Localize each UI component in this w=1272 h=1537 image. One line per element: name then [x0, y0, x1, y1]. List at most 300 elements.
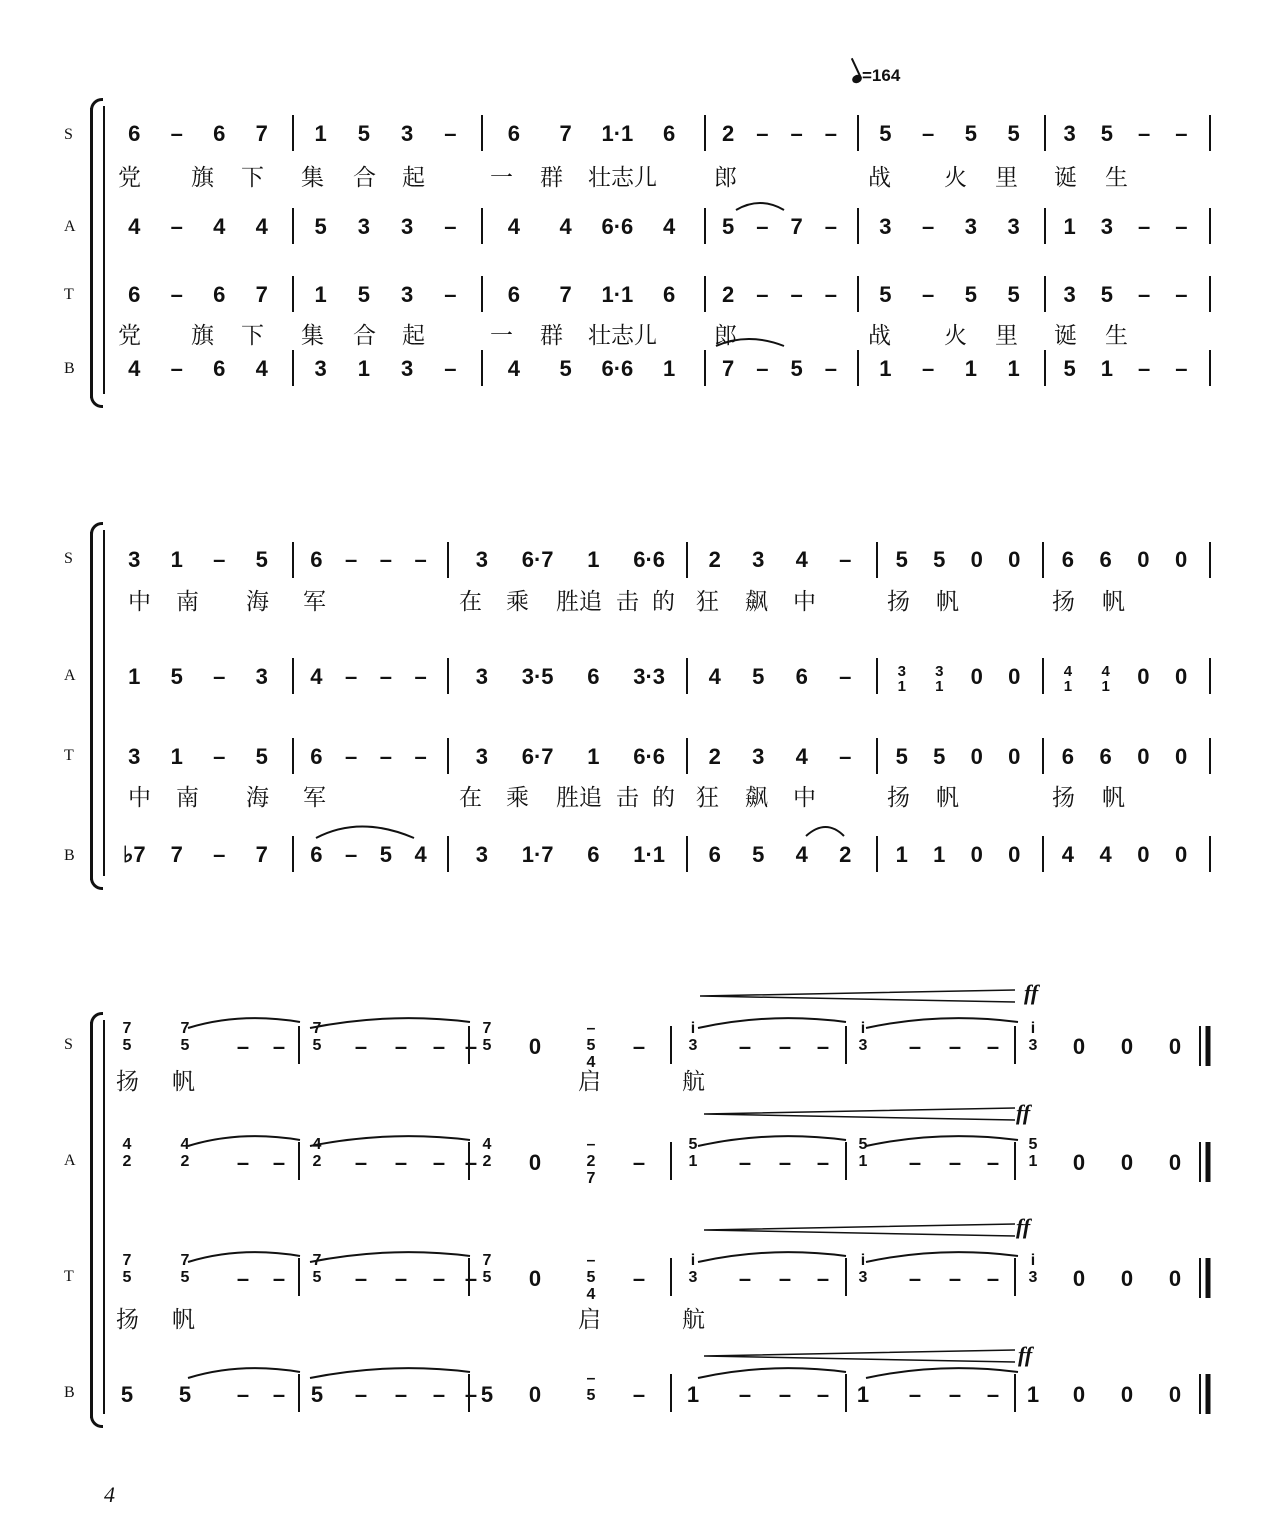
note-s: 1	[314, 121, 327, 146]
note-t: 6·6	[633, 744, 666, 769]
note-b: 3	[314, 356, 327, 381]
note-a: 4	[708, 664, 721, 689]
note-a: –	[1175, 214, 1188, 239]
note-b: –	[632, 1382, 646, 1407]
note-b: –	[464, 1382, 478, 1407]
note-b: 5	[790, 356, 803, 381]
note-a: 0	[1168, 1150, 1182, 1175]
note-b: ♭7	[122, 842, 146, 867]
note-t: 6	[507, 282, 520, 307]
note-b: –	[236, 1382, 250, 1407]
note-s: –	[824, 121, 837, 146]
note-t: 7 5	[312, 1252, 322, 1286]
note-a: –	[986, 1150, 1000, 1175]
note-a: 3	[475, 664, 488, 689]
note-t: i 3	[1028, 1252, 1038, 1286]
lyric: 帆	[172, 1069, 195, 1095]
note-t: 0	[1120, 1266, 1134, 1291]
note-a: 5	[752, 664, 765, 689]
note-a: 5 1	[858, 1136, 868, 1170]
note-s: 6	[1099, 547, 1112, 572]
note-a: –	[824, 214, 837, 239]
note-t: –	[394, 1266, 408, 1291]
lyric: 狂	[696, 589, 719, 615]
tempo-marking: =164	[852, 66, 900, 86]
note-a: 3 1	[897, 663, 906, 695]
voice-label-a: A	[64, 1152, 76, 1169]
lyric: 旗	[191, 165, 214, 191]
note-a: 3	[964, 214, 977, 239]
note-s: –	[213, 547, 226, 572]
note-s: –	[354, 1034, 368, 1059]
note-b: 4	[1099, 842, 1112, 867]
note-s: –	[444, 121, 457, 146]
note-t: –	[756, 282, 769, 307]
note-a: –	[354, 1150, 368, 1175]
note-a: 0	[1175, 664, 1188, 689]
note-b: –	[1138, 356, 1151, 381]
lyric: 乘	[506, 589, 529, 615]
voice-label-b: B	[64, 360, 75, 377]
note-a: – 2 7	[586, 1136, 596, 1187]
lyric: 郎	[714, 165, 737, 191]
lyric: 诞	[1054, 323, 1077, 349]
note-s: 0	[1008, 547, 1021, 572]
note-t: 0	[1175, 744, 1188, 769]
lyric: 的	[652, 589, 675, 615]
note-s: –	[839, 547, 852, 572]
note-t: 6	[128, 282, 141, 307]
note-t: 6·7	[521, 744, 554, 769]
lyric: 起	[402, 323, 425, 349]
lyric: 海	[246, 589, 269, 615]
dynamic-ff: ff	[1018, 1342, 1033, 1367]
voice-label-a: A	[64, 667, 76, 684]
lyric: 生	[1105, 323, 1128, 349]
note-a: –	[345, 664, 358, 689]
note-t: –	[986, 1266, 1000, 1291]
note-t: –	[790, 282, 803, 307]
note-a: –	[816, 1150, 830, 1175]
note-a: 5	[314, 214, 327, 239]
note-t: –	[738, 1266, 752, 1291]
note-s: 6	[213, 121, 226, 146]
note-t: 1	[314, 282, 327, 307]
lyric: 扬	[1052, 785, 1075, 811]
note-b: 6	[708, 842, 721, 867]
note-t: –	[908, 1266, 922, 1291]
note-s: 1	[587, 547, 600, 572]
note-b: –	[778, 1382, 792, 1407]
note-b: –	[432, 1382, 446, 1407]
note-t: –	[778, 1266, 792, 1291]
note-s: 3	[401, 121, 414, 146]
note-t: 3	[128, 744, 141, 769]
note-t: 7 5	[180, 1252, 190, 1286]
lyric: 战	[868, 165, 891, 191]
note-s: –	[738, 1034, 752, 1059]
lyric: 起	[402, 165, 425, 191]
note-t: –	[444, 282, 457, 307]
note-b: 0	[1120, 1382, 1134, 1407]
note-b: –	[756, 356, 769, 381]
note-a: 4	[507, 214, 520, 239]
lyric: 里	[995, 323, 1018, 349]
lyric: 扬	[887, 785, 910, 811]
note-b: 1	[856, 1382, 870, 1407]
lyric: 合	[353, 323, 376, 349]
lyric: 帆	[936, 589, 959, 615]
lyric: 飙	[745, 589, 768, 615]
note-s: 1·1	[601, 121, 634, 146]
note-s: 6·6	[633, 547, 666, 572]
note-b: 5	[752, 842, 765, 867]
note-s: 7	[255, 121, 268, 146]
note-s: 7 5	[122, 1020, 132, 1054]
note-a: –	[379, 664, 392, 689]
note-a: 3·5	[521, 664, 554, 689]
note-a: –	[170, 214, 183, 239]
note-b: 1	[663, 356, 676, 381]
note-t: 5	[255, 744, 268, 769]
note-s: 5	[1100, 121, 1113, 146]
note-a: 1	[1063, 214, 1076, 239]
note-a: 4 2	[312, 1136, 322, 1170]
voice-label-t: T	[64, 747, 74, 764]
note-b: 1	[964, 356, 977, 381]
note-a: –	[444, 214, 457, 239]
note-a: 3	[401, 214, 414, 239]
note-b: –	[272, 1382, 286, 1407]
note-s: –	[236, 1034, 250, 1059]
note-t: 6	[1099, 744, 1112, 769]
note-b: 5	[120, 1382, 134, 1407]
lyric: 群	[540, 165, 563, 191]
note-b: 5	[1063, 356, 1076, 381]
note-t: –	[213, 744, 226, 769]
note-t: –	[432, 1266, 446, 1291]
note-s: –	[432, 1034, 446, 1059]
lyric: 集	[301, 323, 324, 349]
note-b: 0	[1072, 1382, 1086, 1407]
note-b: 3	[401, 356, 414, 381]
lyric: 群	[540, 323, 563, 349]
lyric: 军	[303, 589, 326, 615]
note-a: 3	[1100, 214, 1113, 239]
voice-label-b: B	[64, 847, 75, 864]
lyric: 胜追	[556, 589, 602, 615]
note-s: –	[922, 121, 935, 146]
note-b: 0	[1137, 842, 1150, 867]
note-s: –	[379, 547, 392, 572]
note-s: 0	[970, 547, 983, 572]
note-a: 1	[128, 664, 141, 689]
note-s: 4	[795, 547, 808, 572]
note-b: 4	[128, 356, 141, 381]
lyric: 旗	[191, 323, 214, 349]
note-b: 5	[480, 1382, 494, 1407]
note-s: 0	[1120, 1034, 1134, 1059]
note-a: 0	[1120, 1150, 1134, 1175]
lyric: 壮志儿	[588, 323, 657, 349]
note-s: 7	[559, 121, 572, 146]
note-a: –	[414, 664, 427, 689]
note-s: 5	[357, 121, 370, 146]
note-t: 0	[1168, 1266, 1182, 1291]
note-t: 0	[1008, 744, 1021, 769]
lyric: 启	[578, 1307, 601, 1333]
lyric: 下	[241, 323, 264, 349]
note-s: 5	[1007, 121, 1020, 146]
note-b: 1	[1100, 356, 1113, 381]
note-b: –	[354, 1382, 368, 1407]
note-t: 1	[587, 744, 600, 769]
note-a: –	[948, 1150, 962, 1175]
voice-label-t: T	[64, 286, 74, 303]
note-t: – 5 4	[586, 1252, 596, 1303]
note-b: 6	[587, 842, 600, 867]
lyric: 一	[490, 323, 513, 349]
note-b: 0	[970, 842, 983, 867]
note-t: 2	[722, 282, 735, 307]
lyric: 的	[652, 785, 675, 811]
lyric: 生	[1105, 165, 1128, 191]
note-b: 1	[895, 842, 908, 867]
voice-label-s: S	[64, 550, 73, 567]
note-b: 5	[178, 1382, 192, 1407]
note-t: 6	[310, 744, 323, 769]
note-s: –	[948, 1034, 962, 1059]
note-t: 5	[1007, 282, 1020, 307]
note-s: –	[986, 1034, 1000, 1059]
note-a: 5 1	[688, 1136, 698, 1170]
note-s: –	[394, 1034, 408, 1059]
note-a: 4	[128, 214, 141, 239]
note-s: – 5 4	[586, 1020, 596, 1071]
note-b: 3	[475, 842, 488, 867]
note-b: 5	[310, 1382, 324, 1407]
note-t: 5	[879, 282, 892, 307]
lyric: 中	[128, 589, 151, 615]
lyric: 南	[176, 589, 199, 615]
note-t: –	[414, 744, 427, 769]
note-s: –	[414, 547, 427, 572]
note-s: –	[1175, 121, 1188, 146]
note-a: –	[394, 1150, 408, 1175]
lyric: 战	[868, 323, 891, 349]
dynamic-ff: ff	[1016, 1214, 1031, 1239]
note-t: 4	[795, 744, 808, 769]
note-b: –	[1175, 356, 1188, 381]
note-a: –	[922, 214, 935, 239]
note-b: 7	[255, 842, 268, 867]
lyric: 狂	[696, 785, 719, 811]
note-a: –	[1138, 214, 1151, 239]
note-s: 3	[1063, 121, 1076, 146]
note-s: 5	[895, 547, 908, 572]
note-a: 5	[722, 214, 735, 239]
note-t: –	[464, 1266, 478, 1291]
lyric: 合	[353, 165, 376, 191]
note-a: 3	[1007, 214, 1020, 239]
note-b: 4	[255, 356, 268, 381]
lyric: 在	[459, 589, 482, 615]
note-t: 0	[528, 1266, 542, 1291]
lyric: 扬	[116, 1069, 139, 1095]
note-a: 6	[795, 664, 808, 689]
voice-label-s: S	[64, 1036, 73, 1053]
note-s: –	[756, 121, 769, 146]
lyric: 南	[176, 785, 199, 811]
note-b: 1	[686, 1382, 700, 1407]
note-s: 3	[128, 547, 141, 572]
note-a: –	[432, 1150, 446, 1175]
note-s: 7 5	[482, 1020, 492, 1054]
note-t: –	[354, 1266, 368, 1291]
note-a: 5	[170, 664, 183, 689]
voice-label-s: S	[64, 126, 73, 143]
lyric: 航	[682, 1069, 705, 1095]
note-s: –	[632, 1034, 646, 1059]
note-b: 4	[507, 356, 520, 381]
note-t: 3	[752, 744, 765, 769]
note-a: 3	[255, 664, 268, 689]
note-t: i 3	[858, 1252, 868, 1286]
lyric: 帆	[1102, 785, 1125, 811]
note-a: 0	[1137, 664, 1150, 689]
lyric: 胜追	[556, 785, 602, 811]
note-b: 6	[213, 356, 226, 381]
note-b: 7	[170, 842, 183, 867]
note-t: –	[379, 744, 392, 769]
note-t: –	[170, 282, 183, 307]
lyric: 航	[682, 1307, 705, 1333]
note-s: 5	[255, 547, 268, 572]
voice-label-b: B	[64, 1384, 75, 1401]
note-a: 4	[255, 214, 268, 239]
page-number: 4	[104, 1482, 115, 1507]
note-a: 3·3	[633, 664, 666, 689]
note-t: –	[236, 1266, 250, 1291]
voice-label-a: A	[64, 218, 76, 235]
lyric: 火	[944, 323, 967, 349]
note-t: –	[839, 744, 852, 769]
note-s: 7 5	[312, 1020, 322, 1054]
lyric: 中	[793, 589, 816, 615]
note-t: 6	[213, 282, 226, 307]
note-b: –	[908, 1382, 922, 1407]
note-a: –	[213, 664, 226, 689]
note-b: 4	[414, 842, 427, 867]
note-s: –	[345, 547, 358, 572]
note-a: 3	[879, 214, 892, 239]
note-a: –	[272, 1150, 286, 1175]
note-a: 3	[357, 214, 370, 239]
note-b: –	[738, 1382, 752, 1407]
note-b: 7	[722, 356, 735, 381]
lyric: 扬	[116, 1307, 139, 1333]
note-s: 3	[475, 547, 488, 572]
note-s: –	[170, 121, 183, 146]
note-t: 1	[170, 744, 183, 769]
note-b: –	[948, 1382, 962, 1407]
note-a: –	[632, 1150, 646, 1175]
note-s: 6·7	[521, 547, 554, 572]
dynamic-ff: ff	[1024, 980, 1039, 1005]
lyric: 中	[128, 785, 151, 811]
note-a: 4 2	[122, 1136, 132, 1170]
note-s: 6	[663, 121, 676, 146]
lyric: 集	[301, 165, 324, 191]
lyric: 在	[459, 785, 482, 811]
note-t: –	[345, 744, 358, 769]
lyric: 郎	[714, 323, 737, 349]
note-b: 1·7	[521, 842, 554, 867]
note-t: 3	[401, 282, 414, 307]
note-a: 0	[528, 1150, 542, 1175]
note-s: –	[816, 1034, 830, 1059]
note-t: 5	[933, 744, 946, 769]
lyric: 乘	[506, 785, 529, 811]
note-a: 4	[213, 214, 226, 239]
note-t: –	[1138, 282, 1151, 307]
note-s: 5	[964, 121, 977, 146]
lyric: 里	[995, 165, 1018, 191]
note-t: i 3	[688, 1252, 698, 1286]
lyric: 党	[118, 165, 141, 191]
note-s: 5	[879, 121, 892, 146]
note-t: 5	[895, 744, 908, 769]
note-b: 0	[528, 1382, 542, 1407]
note-b: –	[170, 356, 183, 381]
note-b: 0	[1175, 842, 1188, 867]
lyric: 击	[616, 785, 639, 811]
note-a: –	[236, 1150, 250, 1175]
note-t: 0	[1137, 744, 1150, 769]
note-t: 3	[1063, 282, 1076, 307]
note-b: –	[444, 356, 457, 381]
note-b: 4	[795, 842, 808, 867]
lyric: 一	[490, 165, 513, 191]
note-t: –	[272, 1266, 286, 1291]
note-s: –	[908, 1034, 922, 1059]
note-s: 0	[528, 1034, 542, 1059]
note-s: –	[790, 121, 803, 146]
note-s: 5	[933, 547, 946, 572]
note-a: 6·6	[601, 214, 634, 239]
note-s: 7 5	[180, 1020, 190, 1054]
note-s: 2	[722, 121, 735, 146]
note-s: 0	[1175, 547, 1188, 572]
lyric: 扬	[887, 589, 910, 615]
note-t: –	[948, 1266, 962, 1291]
note-t: 5	[1100, 282, 1113, 307]
note-b: 1·1	[633, 842, 666, 867]
note-b: –	[824, 356, 837, 381]
note-b: 0	[1168, 1382, 1182, 1407]
note-t: –	[632, 1266, 646, 1291]
note-t: 1·1	[601, 282, 634, 307]
lyric: 下	[241, 165, 264, 191]
note-a: –	[839, 664, 852, 689]
note-a: 6	[587, 664, 600, 689]
note-a: –	[778, 1150, 792, 1175]
note-s: i 3	[1028, 1020, 1038, 1054]
note-a: 5 1	[1028, 1136, 1038, 1170]
dynamic-ff: ff	[1016, 1100, 1031, 1125]
note-a: 0	[1008, 664, 1021, 689]
note-b: –	[213, 842, 226, 867]
